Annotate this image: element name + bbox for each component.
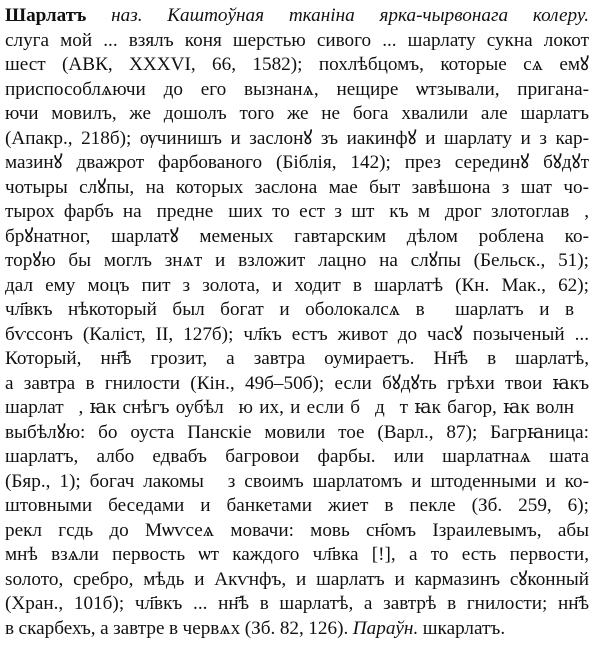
entry-line: торꙋю бы моглъ знѧт и взложит лацно на слꙋпы (Бельск., 51); [5, 250, 589, 271]
definition: Каштоўная тканіна ярка-чырвонага колеру. [167, 5, 589, 26]
entry-line: рекл гсдь до Мѡѵсеѧ мовачи: мовь сн҃омъ Ізраилевымъ, абы [5, 519, 589, 541]
entry-line: чл҃вкъ нѣкоторый был богат и оболокалсѧ вⷭ шарлатъ и вⷭ [5, 299, 589, 320]
entry-line: мазинꙋ дважрот фарбованого (Біблія, 142); през серединꙋ бꙋдꙋт [5, 152, 589, 173]
entry-line: шест (АВК, XXXVI, 66, 1582); похлѣбцомъ, которые сѧ емꙋ [5, 54, 589, 75]
entry-line: (Апакр., 218б); ѹчинишъ и заслонꙋ зъ иакинфꙋ и шарлату и з кар- [5, 127, 589, 149]
entry-line: (Хран., 101б); чл҃вкъ ... нн҃ѣ в шарлатѣ, а завтрѣ в гнилости; нн҃ѣ [5, 593, 589, 614]
entry-last-line [5, 617, 589, 642]
headword: Шарлатъ [5, 5, 87, 26]
entry-line: шарлатⷭ, ꙗк снѣгъ оубѣлꙋю их, и если бꙋдꙋт ꙗк багор, ꙗк волнꙋ [5, 397, 589, 418]
entry-line: брꙋнатног, шарлатꙋ меменых гавтарским дѣлом роблена ко- [5, 225, 589, 247]
entry-line: тырох фарбъ наⷭпреднеⷭших то ест з штꙋкъ мꙋдрог злотоглавꙋ, [5, 201, 589, 222]
entry-line: чотыры слꙋпы, на которых заслона мае быт завѣшона з шат чо- [5, 176, 589, 198]
definition-label: наз. [111, 5, 143, 26]
entry-line: шарлатъ, албо едвабъ багровои фарбы. или шарлатнаѧ шата [5, 446, 589, 467]
entry-line: ѕолото, сребро, мѣдь и Акѵнфъ, и шарлатъ и кармазинъ сꙋконный [5, 568, 589, 590]
paraun-label: Параўн. [352, 617, 419, 639]
entry-line: а завтра в гнилости (Кін., 49б–50б); если бꙋдꙋть грѣхи твои ꙗкъ [5, 372, 589, 394]
entry-line: (Бяр., 1); богач лакомыⷭ з своимъ шарлатомъ и штоденными и ко- [5, 470, 589, 492]
entry-line: приспособлѧючи до его вызнанѧ, нещире ѡтзывали, пригана- [5, 78, 589, 100]
paraun-word: шкарлатъ. [422, 617, 506, 639]
entry-line: выбѣлꙋю: бо оуста Панскіе мовили тое (Варл., 87); Багрꙗница: [5, 421, 589, 443]
entry-line: бѵссонъ (Каліст, II, 127б); чл҃къ естъ живот до часꙋ позыченый ... [5, 323, 589, 345]
entry-line: штовными беседами и банкетами жиет в пекле (Зб. 259, 6); [5, 495, 589, 516]
entry-line: ючи мовилъ, же дошолъ того же не бога хвалили але шарлатъ [5, 103, 589, 124]
entry-line: Который, нн҃ѣ грозит, а завтра оумираетъ. Нн҃ѣ в шарлатѣ, [5, 348, 589, 369]
entry-line: слуга мой ... взялъ коня шерстью сивого ... шарлату сукна локот [5, 29, 589, 51]
dictionary-entry [5, 4, 589, 641]
entry-line: дал ему моцъ пит з золота, и ходит в шарлатѣ (Кн. Мак., 62); [5, 274, 589, 296]
entry-line: в скарбехъ, а завтре в червѧх (Зб. 82, 126). [5, 617, 349, 639]
entry-first-line [5, 4, 589, 29]
entry-line: мнѣ взѧли первость ѡт каждого чл҃вка [!], а то есть первости, [5, 544, 589, 565]
